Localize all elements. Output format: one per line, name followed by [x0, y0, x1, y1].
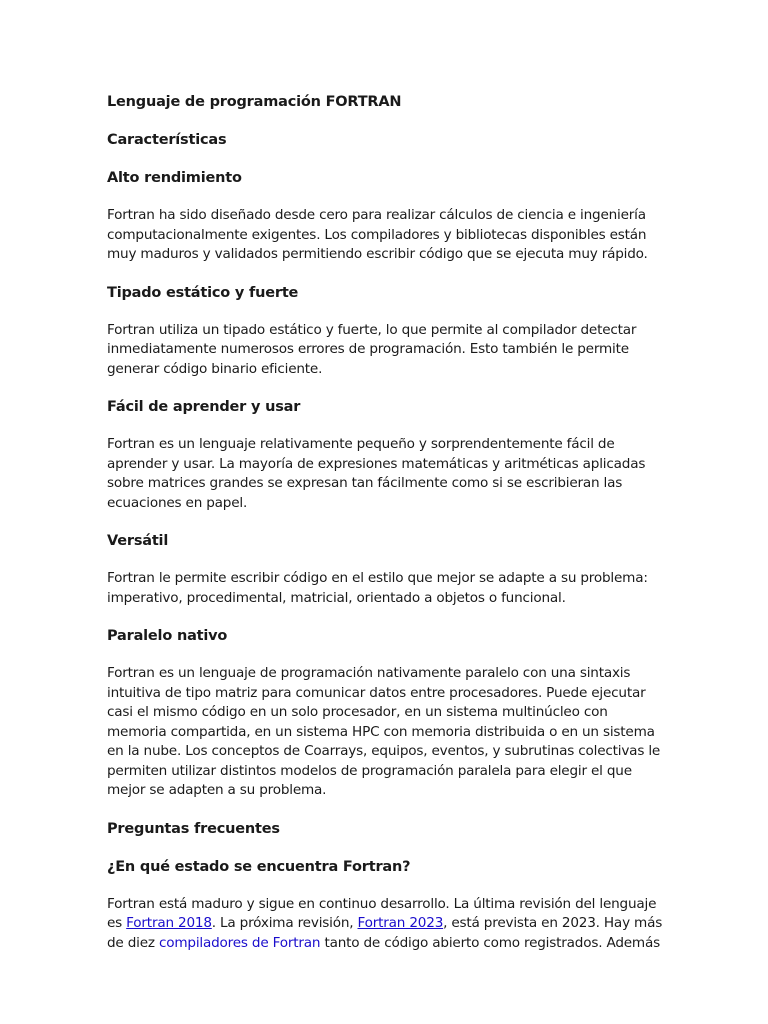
faq-heading: Preguntas frecuentes	[107, 820, 280, 837]
section-heading: Fácil de aprender y usar	[107, 399, 301, 415]
section-paragraph: Fortran es un lenguaje relativamente pequeño y sorprendentemente fácil de aprender y usar. La mayoría de expresiones matemáticas y aritméticas aplicadas sobre matrices grandes se expresan tan fácilmente como si se escribieran las ecuaciones en papel.	[107, 436, 646, 511]
feature-section-facil	[107, 397, 667, 513]
fortran-2023-link[interactable]: Fortran 2023	[357, 915, 444, 931]
answer-text: Fortran está maduro y sigue en continuo desarrollo. La última revisión del lenguaje es	[107, 895, 657, 931]
features-heading: Características	[107, 132, 227, 148]
section-paragraph: Fortran ha sido diseñado desde cero para realizar cálculos de ciencia e ingeniería computacionalmente exigentes. Los compiladores y bibliotecas disponibles están muy maduros y validados permitiendo escribir código que se ejecuta muy rápido.	[107, 207, 648, 262]
feature-section-tipado	[107, 283, 667, 380]
section-heading: Alto rendimiento	[107, 170, 242, 186]
compilers-link[interactable]: compiladores de Fortran	[158, 934, 321, 951]
answer-text: tanto de código abierto como registrados. Además	[320, 934, 660, 951]
feature-section-versatil	[107, 531, 667, 608]
section-heading: Versátil	[107, 533, 169, 549]
section-paragraph: Fortran utiliza un tipado estático y fuerte, lo que permite al compilador detectar inmediatamente numerosos errores de programación. Esto también le permite generar código binario eficiente.	[107, 321, 637, 377]
feature-section-paralelo	[107, 626, 667, 801]
fortran-2018-link[interactable]: Fortran 2018	[126, 915, 212, 931]
feature-section-alto-rendimiento	[107, 168, 667, 265]
section-heading: Tipado estático y fuerte	[107, 284, 299, 301]
answer-text: , está prevista en 2023. Hay más de diez	[107, 915, 663, 951]
section-heading: Paralelo nativo	[107, 628, 228, 644]
section-paragraph: Fortran le permite escribir código en el estilo que mejor se adapte a su problema: imperativo, procedimental, matricial, orientado a objetos o funcional.	[107, 570, 648, 606]
faq-question: ¿En qué estado se encuentra Fortran?	[107, 858, 411, 875]
faq-answer	[107, 895, 667, 954]
answer-text: . La próxima revisión,	[211, 915, 358, 931]
faq-item	[107, 857, 667, 954]
section-paragraph: Fortran es un lenguaje de programación nativamente paralelo con una sintaxis intuitiva de tipo matriz para comunicar datos entre procesadores. Puede ejecutar casi el mismo código en un solo procesador, en un sistema multinúcleo con memoria compartida, en un sistema HPC con memoria distribuida o en un sistema en la nube. Los conceptos de Coarrays, equipos, eventos, y subrutinas colectivas le permiten utilizar distintos modelos de programación paralela para elegir el que mejor se adapten a su problema.	[107, 665, 661, 798]
document-page	[107, 92, 667, 971]
document-title: Lenguaje de programación FORTRAN	[107, 94, 402, 110]
